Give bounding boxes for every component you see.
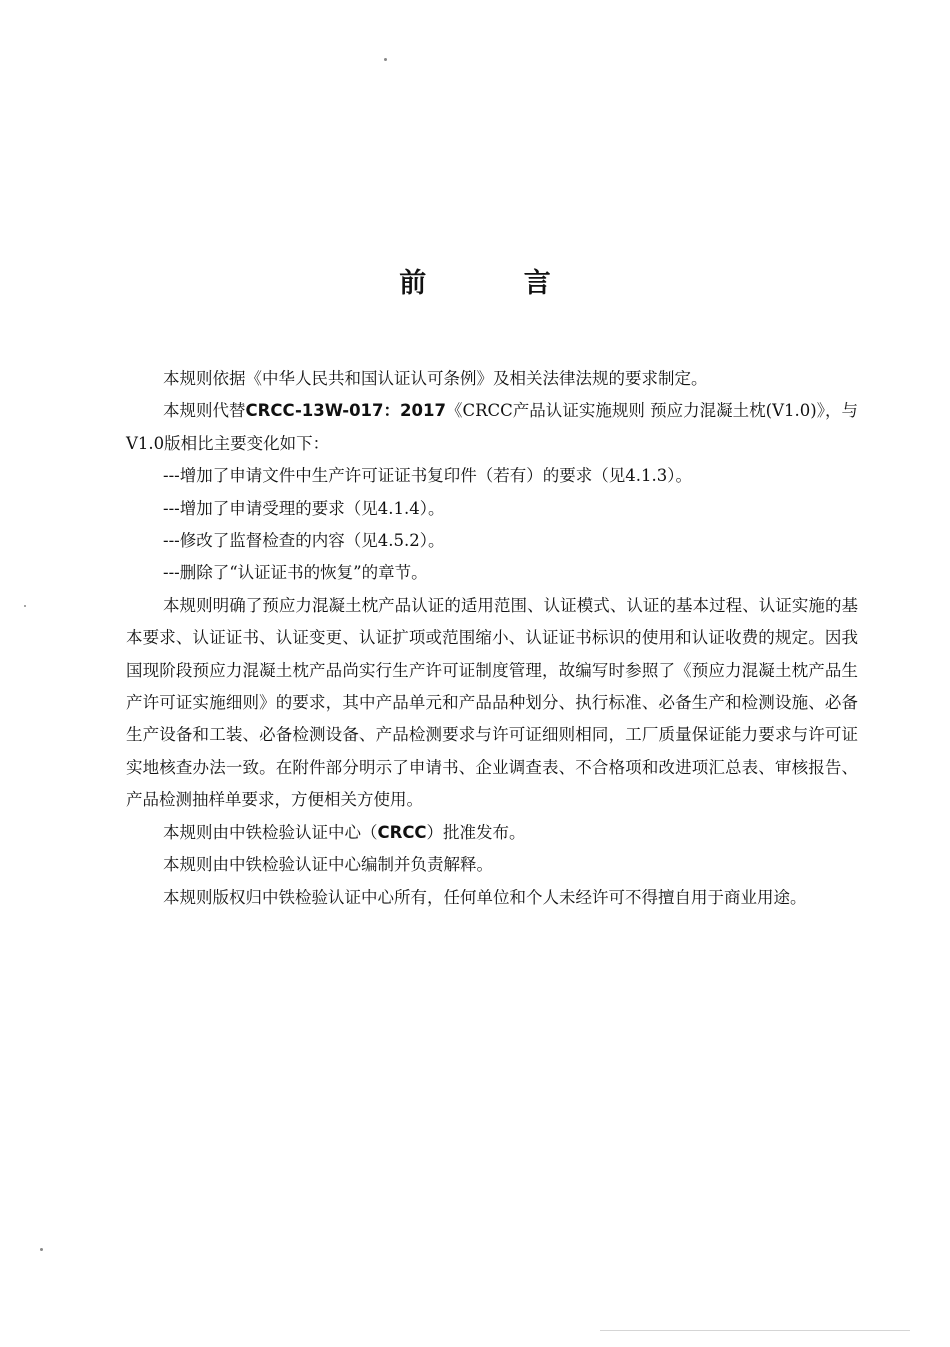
change-item: ---修改了监督检查的内容（见4.5.2）。 [163,531,445,551]
scan-speck [384,58,387,61]
change-item: ---增加了申请受理的要求（见4.1.4）。 [163,498,445,518]
paragraph-text: 本规则代替 [163,401,246,421]
scan-speck [40,1248,43,1251]
change-item: ---增加了申请文件中生产许可证证书复印件（若有）的要求（见4.1.3）。 [163,466,692,486]
paragraph [126,395,858,460]
paragraph: 本规则版权归中铁检验认证中心所有，任何单位和个人未经许可不得擅自用于商业用途。 [163,887,807,907]
paragraph-text: 本规则由中铁检验认证中心（ [163,822,378,842]
paragraph: 本规则由中铁检验认证中心编制并负责解释。 [163,855,493,875]
change-item: ---删除了“认证证书的恢复”的章节。 [163,563,428,583]
paragraph: 本规则明确了预应力混凝土枕产品认证的适用范围、认证模式、认证的基本过程、认证实施的基本要求、认证证书、认证变更、认证扩项或范围缩小、认证证书标识的使用和认证收费的规定。因我国现阶段预应力混凝土枕产品尚实行生产许可证制度管理，故编写时参照了《预应力混凝土枕产品生产许可证实施细则》的要求，其中产品单元和产品品种划分、执行标准、必备生产和检测设施、必备生产设备和工装、必备检测设备、产品检测要求与许可证细则相同，工厂质量保证能力要求与许可证实地核查办法一致。在附件部分明示了申请书、企业调查表、不合格项和改进项汇总表、审核报告、产品检测抽样单要求，方便相关方使用。 [126,595,858,810]
paragraph [126,817,858,849]
scan-speck [24,605,26,607]
organization-code: CRCC [377,822,427,842]
standard-code: CRCC-13W-017：2017 [245,401,446,421]
paragraph-text: ）批准发布。 [426,822,526,842]
paragraph-text: 《CRCC产品认证实施规则 预应力混凝土枕(V1.0)》，与V1.0版相比主要变化如下： [126,401,858,453]
preface-body [126,363,858,914]
paragraph: 本规则依据《中华人民共和国认证认可条例》及相关法律法规的要求制定。 [163,369,708,388]
scan-artifact [600,1330,910,1331]
page-title: 前 言 [399,268,595,299]
